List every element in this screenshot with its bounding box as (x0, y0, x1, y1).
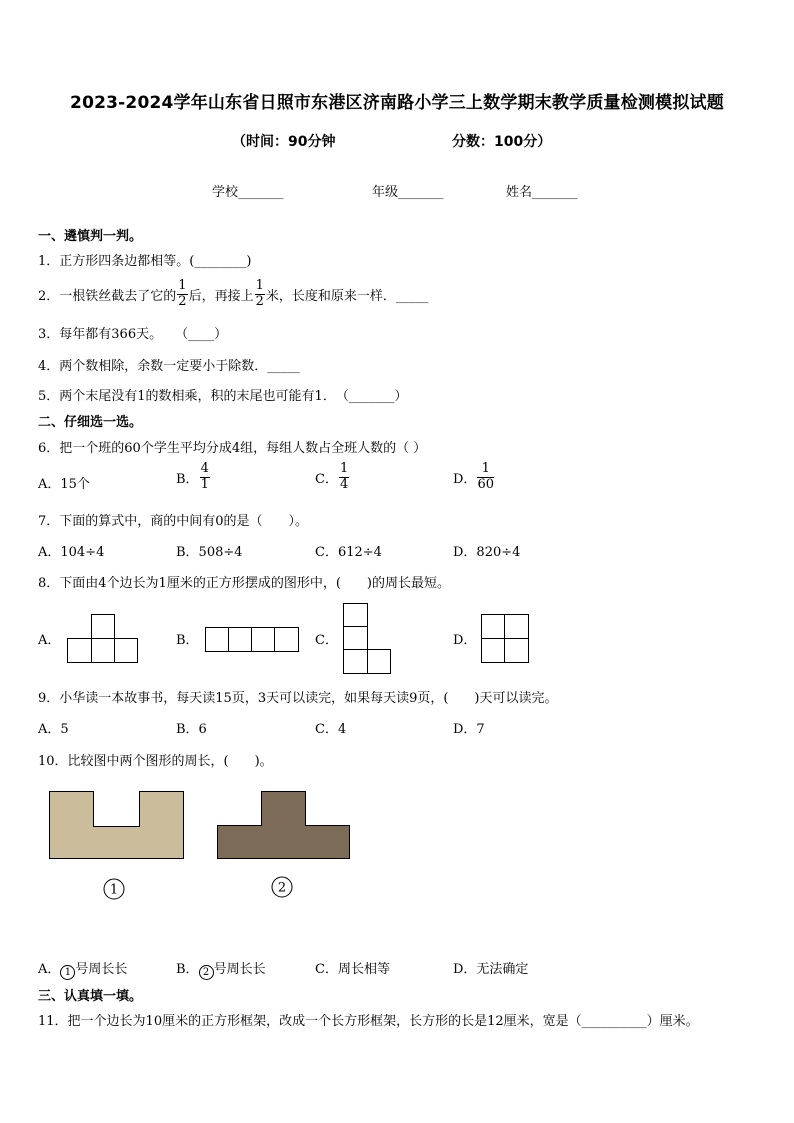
section-2-heading: 二、仔细选一选。 (38, 415, 143, 430)
q8-figure-a (67, 614, 139, 664)
exam-time: （时间：90分钟 (232, 134, 336, 150)
grade-field: 年级_______ (372, 185, 444, 200)
name-field: 姓名_______ (506, 185, 578, 200)
q10-label-2: 2 (277, 880, 287, 896)
question-9: 9．小华读一本故事书，每天读15页，3天可以读完，如果每天读9页，( )天可以读完。 (38, 691, 558, 706)
fraction-half: $\frac{1}{2}$ (178, 278, 187, 309)
q7-option-a: A．104÷4 (38, 545, 105, 560)
question-4: 4．两个数相除，余数一定要小于除数．_____ (38, 359, 300, 374)
q8-figure-b (205, 627, 300, 653)
question-2 (38, 279, 428, 310)
q10-label-1-circle (103, 878, 125, 900)
question-10: 10．比较图中两个图形的周长，( )。 (38, 754, 273, 769)
question-2-part-c: 米，长度和原来一样．_____ (265, 288, 429, 304)
q10-shape-2 (217, 791, 352, 861)
q9-option-a: A．5 (38, 722, 69, 737)
q10-option-d: D．无法确定 (453, 962, 529, 977)
exam-title: 2023-2024学年山东省日照市东港区济南路小学三上数学期末教学质量检测模拟试题 (70, 93, 724, 113)
q6-option-d: D． $\frac{1}{60}$ (453, 461, 494, 492)
q6-option-c: C． $\frac{1}{4}$ (315, 461, 349, 492)
q8-figure-c (343, 603, 392, 675)
q6-option-a: A．15个 (38, 477, 90, 492)
question-2-part-b: 后，再接上 (188, 288, 254, 304)
section-1-heading: 一、遴慎判一判。 (38, 229, 143, 244)
q8-label-c: C． (315, 633, 338, 648)
school-field: 学校_______ (212, 185, 284, 200)
question-5: 5．两个末尾没有1的数相乘，积的末尾也可能有1． （_______） (38, 389, 408, 404)
question-2-part-a: 2．一根铁丝截去了它的 (38, 288, 177, 304)
q10-option-c: C．周长相等 (315, 962, 390, 977)
q8-figure-d (481, 614, 530, 664)
q8-label-b: B． (176, 633, 199, 648)
question-11: 11．把一个边长为10厘米的正方形框架，改成一个长方形框架，长方形的长是12厘米，宽是（__________）厘米。 (38, 1014, 699, 1029)
q8-label-d: D． (453, 633, 477, 648)
exam-score: 分数：100分） (452, 134, 552, 150)
shape-2-fill (218, 792, 350, 859)
question-7: 7．下面的算式中，商的中间有0的是（ ）。 (38, 514, 309, 529)
question-8: 8．下面由4个边长为1厘米的正方形摆成的图形中，( )的周长最短。 (38, 576, 450, 591)
section-3-heading: 三、认真填一填。 (38, 989, 143, 1004)
q7-option-c: C．612÷4 (315, 545, 382, 560)
q9-option-c: C．4 (315, 722, 347, 737)
fraction-half: $\frac{1}{2}$ (255, 278, 264, 309)
question-1: 1．正方形四条边都相等。(________) (38, 254, 252, 269)
question-6: 6．把一个班的60个学生平均分成4组，每组人数占全班人数的（ ） (38, 441, 427, 456)
question-3: 3．每年都有366天。 （____） (38, 327, 228, 342)
q10-option-b: B． 2 号周长长 (176, 962, 266, 978)
q6-option-b: B． $\frac{4}{1}$ (176, 461, 209, 492)
q10-label-2-circle (271, 876, 293, 898)
q7-option-b: B．508÷4 (176, 545, 243, 560)
q9-option-b: B．6 (176, 722, 207, 737)
q10-shape-1 (49, 791, 185, 861)
shape-1-fill (50, 792, 184, 859)
q10-label-1: 1 (109, 882, 119, 898)
q9-option-d: D．7 (453, 722, 485, 737)
q7-option-d: D．820÷4 (453, 545, 521, 560)
q10-option-a: A． 1 号周长长 (38, 962, 128, 978)
q8-label-a: A． (38, 633, 61, 648)
